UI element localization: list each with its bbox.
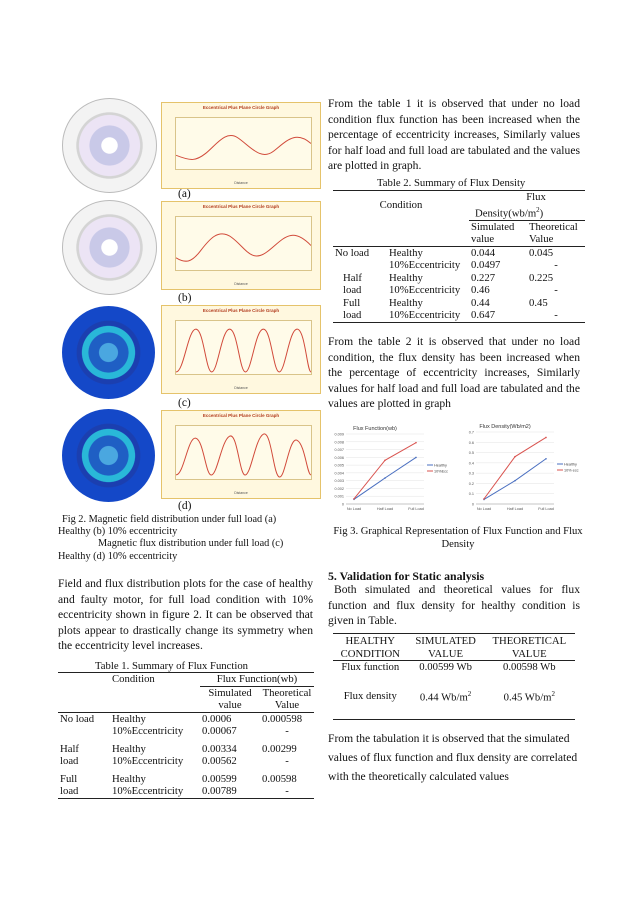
y-tick-label: 0.003 — [334, 479, 344, 484]
caption-line: Magnetic flux distribution under full load (c) — [98, 538, 284, 550]
table-cell: 0.045 — [529, 246, 554, 259]
table-row — [58, 725, 314, 738]
table-cell: load — [343, 309, 362, 322]
table-row — [58, 785, 314, 798]
paragraph: Both simulated and theoretical values for flux function and flux density for healthy condition is given in Table. — [328, 583, 580, 628]
table-2-caption: Table 2. Summary of Flux Density — [377, 177, 526, 189]
flux-density-chart — [456, 420, 584, 516]
table-row — [58, 768, 314, 786]
y-tick-label: 0.5 — [468, 451, 474, 456]
y-tick-label: 0.002 — [334, 486, 344, 491]
flux-plot-c — [161, 305, 321, 394]
table-cell: Healthy — [112, 712, 146, 725]
plot-title: Eccentrical Plus Plane Circle Graph — [202, 308, 280, 313]
cell-sup: 2 — [467, 690, 472, 699]
table-header: Theoretical — [529, 220, 578, 233]
table-cell: Flux function — [341, 661, 400, 673]
flux-plot-a — [161, 102, 321, 189]
header-part: ) — [539, 207, 544, 220]
x-tick-label: Half Load — [376, 507, 394, 511]
y-tick-label: 0.6 — [468, 440, 474, 445]
table-cell: Healthy — [389, 246, 423, 259]
table-cell: 10%Eccentricity — [389, 284, 461, 297]
table-cell: - — [554, 284, 558, 297]
table-cell: 0.0497 — [471, 259, 501, 272]
table-row — [333, 661, 575, 674]
table-cell: - — [285, 755, 289, 767]
table-cell: 0.044 — [471, 246, 496, 259]
series-line — [484, 459, 546, 500]
table-cell: 0.00598 — [262, 772, 297, 785]
y-tick-label: 0 — [341, 502, 344, 507]
motor-flux-plot-d — [62, 409, 155, 502]
table-cell: 10%Eccentricity — [112, 725, 184, 737]
table-header: THEORETICAL — [492, 635, 567, 647]
table-1 — [58, 673, 314, 799]
motor-field-plot-a — [62, 98, 157, 193]
table-cell: 0.45 — [529, 296, 548, 309]
table-header: Value — [274, 699, 300, 711]
paragraph: From the table 2 it is observed that under no load condition, the flux density has been increased when the percentage of eccentricity increases, Similarly values for half load and full load are tabulated and the values are plotted in graph — [328, 335, 580, 411]
table-cell: 10%Eccentricity — [389, 259, 461, 272]
x-tick-label: No Load — [476, 507, 492, 511]
table-cell: 0.0006 — [202, 712, 232, 725]
table-cell: 0.227 — [471, 271, 496, 284]
paragraph: From the tabulation it is observed that the simulated values of flux function and flux density are correlated with the theoretically calculated values — [328, 732, 578, 783]
panel-label-c: (c) — [178, 397, 191, 409]
table-cell: - — [285, 725, 289, 737]
panel-label-a: (a) — [178, 188, 191, 200]
table-header: Simulated — [208, 686, 252, 699]
table-row — [333, 297, 585, 310]
y-tick-label: 0.4 — [468, 461, 474, 466]
table-2 — [333, 191, 585, 323]
table-row — [58, 755, 314, 768]
table-cell — [58, 725, 110, 738]
y-tick-label: 0.005 — [334, 463, 344, 468]
table-header: value — [218, 699, 242, 711]
data-point — [545, 458, 547, 460]
table-header: Condition — [112, 673, 155, 685]
table-cell: 10%Eccentricity — [389, 309, 461, 322]
table-cell: 0.000598 — [262, 712, 303, 725]
table-cell: 0.00598 Wb — [502, 661, 556, 673]
table-header: VALUE — [511, 647, 547, 660]
table-cell: - — [285, 785, 289, 797]
table-cell: 10%Eccentricity — [112, 785, 184, 797]
data-point — [483, 498, 485, 500]
table-cell: 0.00562 — [202, 755, 237, 767]
motor-field-plot-b — [62, 200, 157, 295]
series-line — [484, 437, 546, 498]
table-header: Value — [529, 233, 554, 246]
table-cell: Half — [343, 271, 362, 284]
table-cell — [408, 674, 484, 720]
panel-label-d: (d) — [178, 500, 192, 512]
y-tick-label: 0.007 — [334, 448, 344, 453]
table-header: VALUE — [428, 647, 464, 660]
table-header: value — [471, 233, 495, 246]
x-tick-label: Half Load — [506, 507, 524, 511]
legend-label: Healthy — [434, 463, 447, 468]
table-header: Flux — [526, 191, 546, 203]
table-cell: 0.00789 — [202, 785, 237, 797]
table-row — [58, 712, 314, 725]
legend-label: Healthy — [564, 462, 577, 467]
table-header: Flux Function(wb) — [200, 673, 314, 686]
table-row — [333, 259, 585, 272]
data-point — [514, 456, 516, 458]
table-header: CONDITION — [340, 647, 400, 660]
table-row — [333, 284, 585, 297]
x-tick-label: Full Load — [538, 507, 554, 511]
table-row — [333, 246, 585, 259]
caption-line: Density — [441, 539, 475, 550]
table-cell: load — [60, 755, 79, 767]
table-row — [333, 309, 585, 322]
data-point — [415, 457, 417, 459]
caption-line: Fig 3. Graphical Representation of Flux Function and Flux — [333, 526, 583, 537]
chart-title: Flux Density(Wb/m2) — [479, 424, 531, 430]
table-cell: Healthy — [389, 296, 423, 309]
table-header: Theoretical — [262, 686, 312, 699]
motor-flux-plot-c — [62, 306, 155, 399]
table-cell: Full — [343, 296, 361, 309]
figure-2 — [58, 96, 320, 516]
table-row — [333, 272, 585, 285]
y-tick-label: 0.3 — [468, 471, 474, 476]
series-line — [354, 443, 416, 499]
caption-line: Healthy (d) 10% eccentricity — [58, 550, 178, 562]
y-tick-label: 0.2 — [468, 481, 474, 486]
y-tick-label: 0.1 — [468, 492, 474, 497]
table-cell: Half — [60, 742, 79, 755]
table-cell: Healthy — [112, 772, 146, 785]
plot-title: Eccentrical Plus Plane Circle Graph — [202, 105, 280, 110]
table-header: Condition — [379, 199, 423, 212]
legend-label: 10%Ecc — [434, 469, 448, 474]
y-tick-label: 0.008 — [334, 440, 344, 445]
table-row — [58, 738, 314, 756]
data-point — [384, 477, 386, 479]
figure-3-caption — [330, 525, 586, 551]
plot-x-label: Distance — [234, 282, 248, 286]
paragraph: Field and flux distribution plots for the case of healthy and faulty motor, for full load condition with 10% eccentricity shown in figure 2. It can be observed that plots appear to drastically change its symmetry when the eccentricity level increases. — [58, 577, 313, 653]
y-tick-label: 0 — [471, 502, 474, 507]
table-rule — [333, 633, 575, 634]
table-cell: Full — [60, 772, 78, 785]
y-tick-label: 0.001 — [334, 494, 344, 499]
table-header: Simulated — [471, 220, 515, 233]
panel-label-b: (b) — [178, 292, 192, 304]
table-cell — [484, 674, 575, 720]
table-cell: - — [554, 259, 558, 272]
data-point — [353, 498, 355, 500]
table-3 — [333, 635, 575, 720]
table-header: SIMULATED — [415, 635, 476, 647]
table-row — [333, 674, 575, 720]
table-cell: No load — [335, 246, 370, 259]
paragraph: From the table 1 it is observed that under no load condition flux function has been increased when the percentage of eccentricity increases, Similarly values for half load and full load are tabulated and the values are plotted in graph. — [328, 97, 580, 173]
table-cell: load — [343, 284, 362, 297]
section-heading: 5. Validation for Static analysis — [328, 569, 485, 583]
flux-function-chart — [326, 422, 454, 516]
table-cell: - — [554, 309, 558, 322]
caption-line: Fig 2. Magnetic field distribution under full load (a) — [62, 514, 277, 525]
chart-title: Flux Function(wb) — [353, 426, 397, 432]
flux-plot-b — [161, 201, 321, 290]
header-part: Density(wb/m — [475, 207, 537, 220]
table-cell: 0.00599 Wb — [419, 661, 472, 673]
table-cell: load — [60, 785, 79, 797]
table-cell: 0.44 — [471, 296, 490, 309]
data-point — [415, 442, 417, 444]
x-tick-label: No Load — [346, 507, 362, 511]
table-header: HEALTHY — [345, 635, 396, 647]
plot-title: Eccentrical Plus Plane Circle Graph — [202, 204, 280, 209]
table-header — [469, 204, 585, 221]
table-cell — [333, 259, 387, 272]
table-cell: 10%Eccentricity — [112, 755, 184, 767]
plot-x-label: Distance — [234, 181, 248, 185]
table-cell: 0.225 — [529, 271, 554, 284]
header-sup: 2 — [536, 205, 540, 214]
plot-x-label: Distance — [234, 491, 248, 495]
y-tick-label: 0.7 — [468, 430, 474, 435]
table-cell: No load — [60, 712, 95, 725]
data-point — [384, 459, 386, 461]
cell-text: 0.45 Wb/m — [503, 691, 552, 704]
table-cell: 0.00067 — [202, 725, 237, 737]
table-1-caption: Table 1. Summary of Flux Function — [95, 660, 249, 672]
y-tick-label: 0.004 — [334, 471, 344, 476]
figure-2-caption — [58, 514, 320, 563]
table-cell: 0.00599 — [202, 772, 237, 785]
caption-line: Healthy (b) 10% eccentricity — [58, 526, 178, 538]
table-cell: 0.00299 — [262, 742, 297, 755]
data-point — [545, 437, 547, 439]
legend-label: 10% ecc — [564, 468, 579, 473]
x-tick-label: Full Load — [408, 507, 424, 511]
table-cell: Healthy — [112, 742, 146, 755]
data-point — [514, 480, 516, 482]
table-cell: 0.46 — [471, 284, 490, 297]
y-tick-label: 0.009 — [334, 432, 344, 437]
plot-x-label: Distance — [234, 386, 248, 390]
table-cell: Healthy — [389, 271, 423, 284]
table-cell: 0.647 — [471, 309, 496, 322]
table-cell: Flux density — [343, 690, 397, 702]
y-tick-label: 0.006 — [334, 455, 344, 460]
plot-title: Eccentrical Plus Plane Circle Graph — [202, 413, 280, 418]
flux-plot-d — [161, 410, 321, 499]
table-cell: 0.00334 — [202, 742, 237, 755]
cell-text: 0.44 Wb/m — [419, 691, 468, 704]
cell-sup: 2 — [551, 690, 555, 699]
